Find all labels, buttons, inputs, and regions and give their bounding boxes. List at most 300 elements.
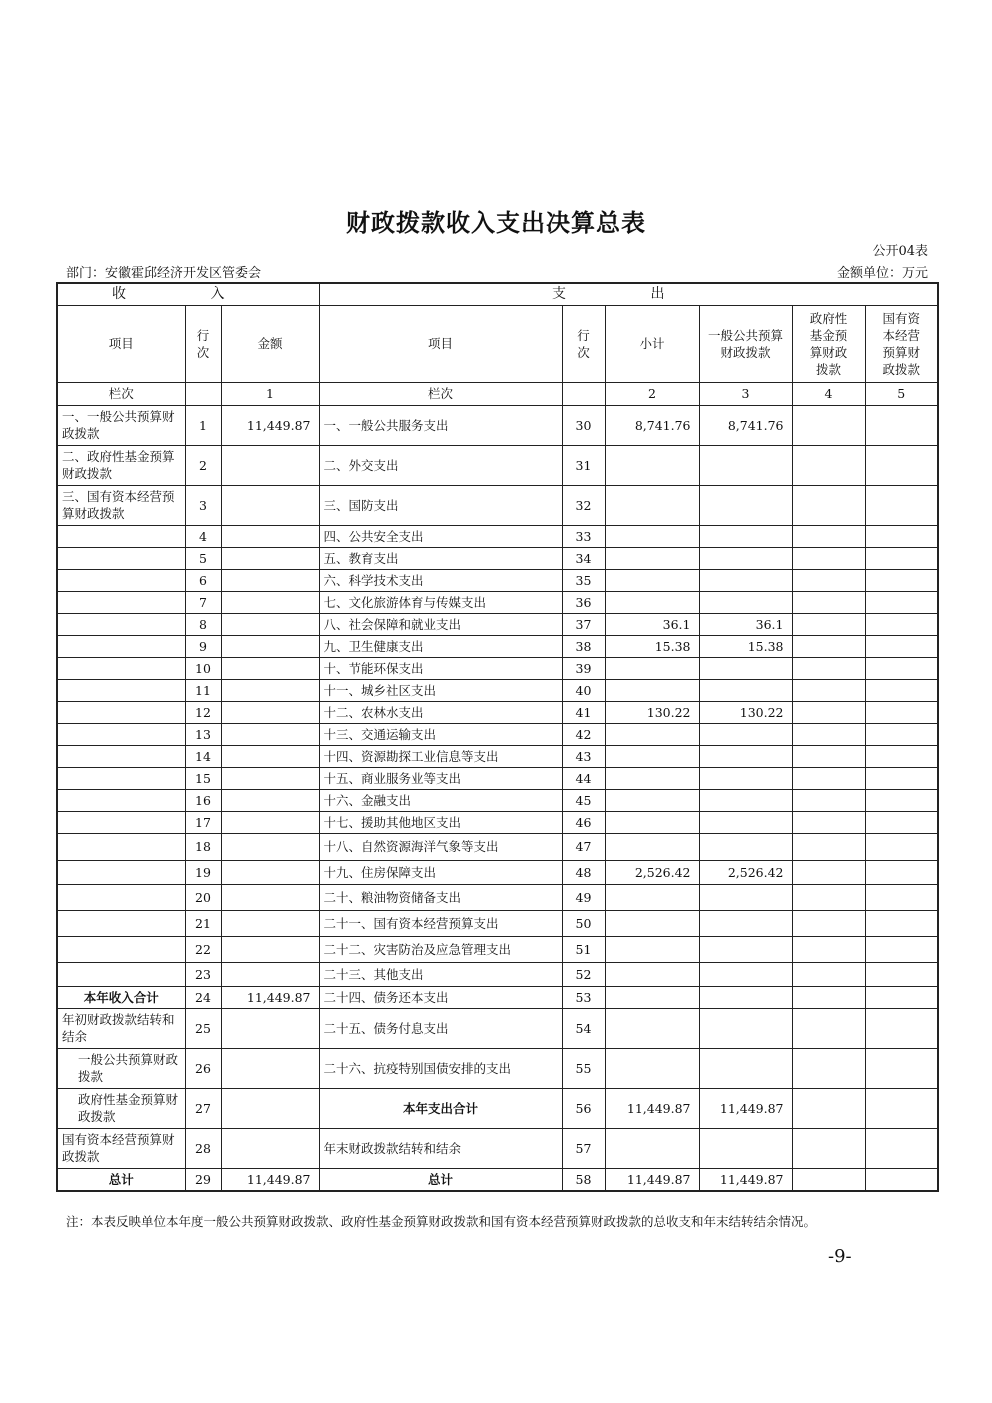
general-budget-cell: 8,741.76 [699, 405, 792, 445]
income-amount-cell [221, 860, 319, 884]
expense-item-cell: 二十四、债务还本支出 [319, 986, 562, 1008]
table-row [57, 745, 938, 767]
gov-fund-cell [792, 525, 865, 547]
index-c4: 4 [792, 382, 865, 405]
gov-fund-cell [792, 1128, 865, 1168]
expense-item-cell: 二十五、债务付息支出 [319, 1008, 562, 1048]
income-item-cell: 年初财政拨款结转和结余 [57, 1008, 185, 1048]
expense-row-no-cell: 38 [562, 635, 605, 657]
header-expense-row [562, 305, 605, 382]
subtotal-cell [605, 569, 699, 591]
income-item-cell [57, 936, 185, 962]
income-amount-cell [221, 679, 319, 701]
table-row [57, 1008, 938, 1048]
gov-fund-cell [792, 405, 865, 445]
table-row [57, 833, 938, 860]
general-budget-cell [699, 569, 792, 591]
income-amount-cell [221, 910, 319, 936]
index-empty [185, 382, 221, 405]
state-capital-cell [865, 445, 938, 485]
general-budget-cell [699, 767, 792, 789]
general-budget-cell [699, 910, 792, 936]
general-budget-cell [699, 811, 792, 833]
expense-item-cell: 五、教育支出 [319, 547, 562, 569]
income-row-no-cell: 6 [185, 569, 221, 591]
expense-row-no-cell: 42 [562, 723, 605, 745]
income-row-no-cell: 12 [185, 701, 221, 723]
expense-row-no-cell: 33 [562, 525, 605, 547]
state-capital-cell [865, 635, 938, 657]
table-row [57, 767, 938, 789]
expense-row-no-cell: 36 [562, 591, 605, 613]
index-label-right: 栏次 [319, 382, 562, 405]
state-capital-cell [865, 679, 938, 701]
state-capital-cell [865, 962, 938, 986]
state-capital-cell [865, 884, 938, 910]
general-budget-cell [699, 723, 792, 745]
header-income-amount: 金额 [221, 305, 319, 382]
general-budget-cell [699, 1008, 792, 1048]
income-row-no-cell: 23 [185, 962, 221, 986]
subtotal-cell: 36.1 [605, 613, 699, 635]
income-row-no-cell: 4 [185, 525, 221, 547]
gov-fund-cell [792, 445, 865, 485]
expense-item-cell: 十七、援助其他地区支出 [319, 811, 562, 833]
state-capital-cell [865, 1168, 938, 1191]
state-capital-cell [865, 745, 938, 767]
gov-fund-cell [792, 745, 865, 767]
expense-row-no-cell: 54 [562, 1008, 605, 1048]
table-row [57, 811, 938, 833]
income-item-cell: 一般公共预算财政拨款 [57, 1048, 185, 1088]
subtotal-cell [605, 986, 699, 1008]
general-budget-cell [699, 547, 792, 569]
department-label: 部门：安徽霍邱经济开发区管委会 [66, 266, 262, 281]
income-item-cell [57, 525, 185, 547]
general-budget-cell [699, 745, 792, 767]
state-capital-cell [865, 723, 938, 745]
table-row [57, 986, 938, 1008]
income-row-no-cell: 10 [185, 657, 221, 679]
index-empty [562, 382, 605, 405]
subtotal-cell [605, 936, 699, 962]
income-amount-cell [221, 1048, 319, 1088]
subtotal-cell [605, 1048, 699, 1088]
subtotal-cell [605, 1128, 699, 1168]
general-budget-cell [699, 525, 792, 547]
general-budget-cell [699, 833, 792, 860]
income-item-cell: 总计 [57, 1168, 185, 1191]
table-row [57, 860, 938, 884]
gov-fund-cell [792, 485, 865, 525]
expense-item-cell: 十一、城乡社区支出 [319, 679, 562, 701]
gov-fund-cell [792, 1048, 865, 1088]
income-row-no-cell: 29 [185, 1168, 221, 1191]
income-row-no-cell: 1 [185, 405, 221, 445]
header-state-capital-text: 国有资本经营预算财政拨款 [882, 310, 921, 377]
general-budget-cell [699, 936, 792, 962]
income-item-cell [57, 657, 185, 679]
income-amount-cell [221, 547, 319, 569]
gov-fund-cell [792, 910, 865, 936]
general-budget-cell [699, 679, 792, 701]
state-capital-cell [865, 1008, 938, 1048]
header-income-row [185, 305, 221, 382]
footnote: 注：本表反映单位本年度一般公共预算财政拨款、政府性基金预算财政拨款和国有资本经营预算财政拨款的总收支和年末结转结余情况。 [66, 1214, 817, 1229]
income-amount-cell: 11,449.87 [221, 986, 319, 1008]
state-capital-cell [865, 936, 938, 962]
income-amount-cell [221, 635, 319, 657]
gov-fund-cell [792, 591, 865, 613]
expense-row-no-cell: 55 [562, 1048, 605, 1088]
income-item-cell: 一、一般公共预算财政拨款 [57, 405, 185, 445]
general-budget-cell [699, 591, 792, 613]
income-row-no-cell: 15 [185, 767, 221, 789]
page-number: -9- [828, 1246, 852, 1267]
header-income-item: 项目 [57, 305, 185, 382]
subtotal-cell [605, 962, 699, 986]
table-row [57, 1088, 938, 1128]
income-row-no-cell: 24 [185, 986, 221, 1008]
income-amount-cell [221, 884, 319, 910]
table-row [57, 485, 938, 525]
income-item-cell: 本年收入合计 [57, 986, 185, 1008]
table-row [57, 723, 938, 745]
expense-item-cell: 八、社会保障和就业支出 [319, 613, 562, 635]
income-amount-cell [221, 811, 319, 833]
expense-item-cell: 十四、资源勘探工业信息等支出 [319, 745, 562, 767]
gov-fund-cell [792, 833, 865, 860]
income-row-no-cell: 20 [185, 884, 221, 910]
subtotal-cell [605, 679, 699, 701]
subtotal-cell [605, 811, 699, 833]
gov-fund-cell [792, 569, 865, 591]
table-row [57, 884, 938, 910]
income-amount-cell [221, 445, 319, 485]
income-item-cell [57, 679, 185, 701]
income-item-cell: 政府性基金预算财政拨款 [57, 1088, 185, 1128]
expense-item-cell: 二十六、抗疫特别国债安排的支出 [319, 1048, 562, 1088]
general-budget-cell: 15.38 [699, 635, 792, 657]
income-item-cell: 国有资本经营预算财政拨款 [57, 1128, 185, 1168]
income-amount-cell [221, 936, 319, 962]
index-c1: 1 [221, 382, 319, 405]
income-row-no-cell: 9 [185, 635, 221, 657]
subtotal-cell [605, 591, 699, 613]
expense-row-no-cell: 44 [562, 767, 605, 789]
income-amount-cell [221, 1128, 319, 1168]
income-item-cell [57, 767, 185, 789]
subtotal-cell [605, 525, 699, 547]
income-row-no-cell: 26 [185, 1048, 221, 1088]
section-header-row [57, 283, 938, 305]
income-amount-cell [221, 1008, 319, 1048]
income-item-cell [57, 613, 185, 635]
state-capital-cell [865, 986, 938, 1008]
expense-row-no-cell: 56 [562, 1088, 605, 1128]
table-row [57, 445, 938, 485]
expense-row-no-cell: 57 [562, 1128, 605, 1168]
table-row [57, 569, 938, 591]
header-gov-fund [792, 305, 865, 382]
expense-row-no-cell: 45 [562, 789, 605, 811]
expense-item-cell: 年末财政拨款结转和结余 [319, 1128, 562, 1168]
expense-row-no-cell: 39 [562, 657, 605, 679]
table-row [57, 613, 938, 635]
income-row-no-cell: 25 [185, 1008, 221, 1048]
table-row [57, 1048, 938, 1088]
income-row-no-cell: 3 [185, 485, 221, 525]
table-row [57, 657, 938, 679]
general-budget-cell [699, 657, 792, 679]
subtotal-cell [605, 884, 699, 910]
index-c3: 3 [699, 382, 792, 405]
subtotal-cell [605, 910, 699, 936]
table-row [57, 679, 938, 701]
expense-item-cell: 四、公共安全支出 [319, 525, 562, 547]
income-item-cell: 三、国有资本经营预算财政拨款 [57, 485, 185, 525]
expense-row-no-cell: 34 [562, 547, 605, 569]
state-capital-cell [865, 1048, 938, 1088]
gov-fund-cell [792, 962, 865, 986]
state-capital-cell [865, 657, 938, 679]
column-header-row [57, 305, 938, 382]
income-row-no-cell: 11 [185, 679, 221, 701]
table-row [57, 635, 938, 657]
expense-row-no-cell: 58 [562, 1168, 605, 1191]
income-item-cell [57, 701, 185, 723]
table-row [57, 910, 938, 936]
subtotal-cell [605, 745, 699, 767]
income-row-no-cell: 28 [185, 1128, 221, 1168]
expense-item-cell: 二十一、国有资本经营预算支出 [319, 910, 562, 936]
state-capital-cell [865, 591, 938, 613]
expense-row-no-cell: 30 [562, 405, 605, 445]
income-item-cell [57, 789, 185, 811]
income-row-no-cell: 14 [185, 745, 221, 767]
expense-section-header: 支 出 [319, 283, 938, 305]
income-item-cell [57, 860, 185, 884]
expense-item-cell: 本年支出合计 [319, 1088, 562, 1128]
income-row-no-cell: 7 [185, 591, 221, 613]
gov-fund-cell [792, 1008, 865, 1048]
income-item-cell [57, 723, 185, 745]
subtotal-cell [605, 657, 699, 679]
subtotal-cell [605, 485, 699, 525]
subtotal-cell [605, 833, 699, 860]
column-index-row [57, 382, 938, 405]
subtotal-cell: 11,449.87 [605, 1168, 699, 1191]
expense-item-cell: 十二、农林水支出 [319, 701, 562, 723]
state-capital-cell [865, 860, 938, 884]
income-amount-cell [221, 767, 319, 789]
expense-item-cell: 十九、住房保障支出 [319, 860, 562, 884]
expense-item-cell: 二十二、灾害防治及应急管理支出 [319, 936, 562, 962]
income-row-no-cell: 22 [185, 936, 221, 962]
expense-row-no-cell: 49 [562, 884, 605, 910]
expense-row-no-cell: 31 [562, 445, 605, 485]
subtotal-cell [605, 789, 699, 811]
general-budget-cell [699, 884, 792, 910]
gov-fund-cell [792, 860, 865, 884]
subtotal-cell: 15.38 [605, 635, 699, 657]
expense-item-cell: 二十、粮油物资储备支出 [319, 884, 562, 910]
expense-row-no-cell: 37 [562, 613, 605, 635]
expense-row-no-cell: 46 [562, 811, 605, 833]
general-budget-cell: 11,449.87 [699, 1088, 792, 1128]
general-budget-cell [699, 986, 792, 1008]
expense-item-cell: 十八、自然资源海洋气象等支出 [319, 833, 562, 860]
income-item-cell [57, 962, 185, 986]
expense-item-cell: 六、科学技术支出 [319, 569, 562, 591]
income-amount-cell [221, 569, 319, 591]
expense-item-cell: 十三、交通运输支出 [319, 723, 562, 745]
state-capital-cell [865, 910, 938, 936]
index-label-left: 栏次 [57, 382, 185, 405]
income-amount-cell [221, 701, 319, 723]
state-capital-cell [865, 767, 938, 789]
general-budget-cell: 2,526.42 [699, 860, 792, 884]
income-amount-cell [221, 485, 319, 525]
income-row-no-cell: 27 [185, 1088, 221, 1128]
income-item-cell [57, 833, 185, 860]
expense-item-cell: 九、卫生健康支出 [319, 635, 562, 657]
expense-row-no-cell: 47 [562, 833, 605, 860]
header-gov-fund-text: 政府性基金预算财政拨款 [809, 310, 848, 377]
header-income-row-text: 行次 [196, 327, 210, 360]
income-item-cell [57, 591, 185, 613]
form-number: 公开04表 [872, 244, 928, 259]
expense-row-no-cell: 50 [562, 910, 605, 936]
income-row-no-cell: 2 [185, 445, 221, 485]
income-item-cell [57, 884, 185, 910]
expense-row-no-cell: 41 [562, 701, 605, 723]
state-capital-cell [865, 833, 938, 860]
income-item-cell [57, 635, 185, 657]
income-amount-cell [221, 789, 319, 811]
gov-fund-cell [792, 1088, 865, 1128]
table-row [57, 701, 938, 723]
gov-fund-cell [792, 811, 865, 833]
gov-fund-cell [792, 679, 865, 701]
income-item-cell [57, 569, 185, 591]
income-amount-cell: 11,449.87 [221, 1168, 319, 1191]
index-c5: 5 [865, 382, 938, 405]
expense-row-no-cell: 53 [562, 986, 605, 1008]
expense-item-cell: 二、外交支出 [319, 445, 562, 485]
income-row-no-cell: 18 [185, 833, 221, 860]
income-amount-cell [221, 591, 319, 613]
state-capital-cell [865, 811, 938, 833]
gov-fund-cell [792, 986, 865, 1008]
table-row [57, 1128, 938, 1168]
gov-fund-cell [792, 613, 865, 635]
expense-row-no-cell: 40 [562, 679, 605, 701]
income-row-no-cell: 13 [185, 723, 221, 745]
subtotal-cell [605, 445, 699, 485]
expense-row-no-cell: 32 [562, 485, 605, 525]
subtotal-cell: 130.22 [605, 701, 699, 723]
income-row-no-cell: 16 [185, 789, 221, 811]
state-capital-cell [865, 1088, 938, 1128]
header-state-capital [865, 305, 938, 382]
table-row [57, 962, 938, 986]
state-capital-cell [865, 1128, 938, 1168]
gov-fund-cell [792, 723, 865, 745]
index-c2: 2 [605, 382, 699, 405]
expense-item-cell: 一、一般公共服务支出 [319, 405, 562, 445]
table-row [57, 936, 938, 962]
income-row-no-cell: 19 [185, 860, 221, 884]
income-row-no-cell: 5 [185, 547, 221, 569]
subtotal-cell [605, 547, 699, 569]
state-capital-cell [865, 613, 938, 635]
expense-item-cell: 十六、金融支出 [319, 789, 562, 811]
state-capital-cell [865, 701, 938, 723]
state-capital-cell [865, 405, 938, 445]
table-row [57, 405, 938, 445]
subtotal-cell [605, 767, 699, 789]
income-amount-cell [221, 833, 319, 860]
gov-fund-cell [792, 767, 865, 789]
state-capital-cell [865, 525, 938, 547]
header-expense-item: 项目 [319, 305, 562, 382]
expense-row-no-cell: 35 [562, 569, 605, 591]
state-capital-cell [865, 547, 938, 569]
fiscal-summary-table [56, 282, 939, 1192]
header-general-budget [699, 305, 792, 382]
income-row-no-cell: 17 [185, 811, 221, 833]
header-general-budget-text: 一般公共预算财政拨款 [707, 327, 783, 360]
income-row-no-cell: 8 [185, 613, 221, 635]
general-budget-cell [699, 1128, 792, 1168]
subtotal-cell: 11,449.87 [605, 1088, 699, 1128]
general-budget-cell: 36.1 [699, 613, 792, 635]
expense-row-no-cell: 51 [562, 936, 605, 962]
income-item-cell [57, 811, 185, 833]
general-budget-cell [699, 1048, 792, 1088]
gov-fund-cell [792, 884, 865, 910]
expense-row-no-cell: 52 [562, 962, 605, 986]
gov-fund-cell [792, 789, 865, 811]
general-budget-cell [699, 962, 792, 986]
general-budget-cell [699, 485, 792, 525]
income-item-cell: 二、政府性基金预算财政拨款 [57, 445, 185, 485]
gov-fund-cell [792, 1168, 865, 1191]
income-row-no-cell: 21 [185, 910, 221, 936]
page-title: 财政拨款收入支出决算总表 [346, 209, 646, 237]
general-budget-cell: 130.22 [699, 701, 792, 723]
general-budget-cell [699, 789, 792, 811]
table-row [57, 591, 938, 613]
state-capital-cell [865, 569, 938, 591]
income-section-header: 收 入 [57, 283, 319, 305]
subtotal-cell [605, 723, 699, 745]
income-amount-cell [221, 525, 319, 547]
gov-fund-cell [792, 635, 865, 657]
gov-fund-cell [792, 936, 865, 962]
income-amount-cell [221, 613, 319, 635]
expense-item-cell: 总计 [319, 1168, 562, 1191]
expense-row-no-cell: 48 [562, 860, 605, 884]
income-item-cell [57, 547, 185, 569]
income-amount-cell [221, 962, 319, 986]
subtotal-cell: 2,526.42 [605, 860, 699, 884]
income-amount-cell [221, 745, 319, 767]
income-amount-cell [221, 657, 319, 679]
gov-fund-cell [792, 657, 865, 679]
income-item-cell [57, 910, 185, 936]
